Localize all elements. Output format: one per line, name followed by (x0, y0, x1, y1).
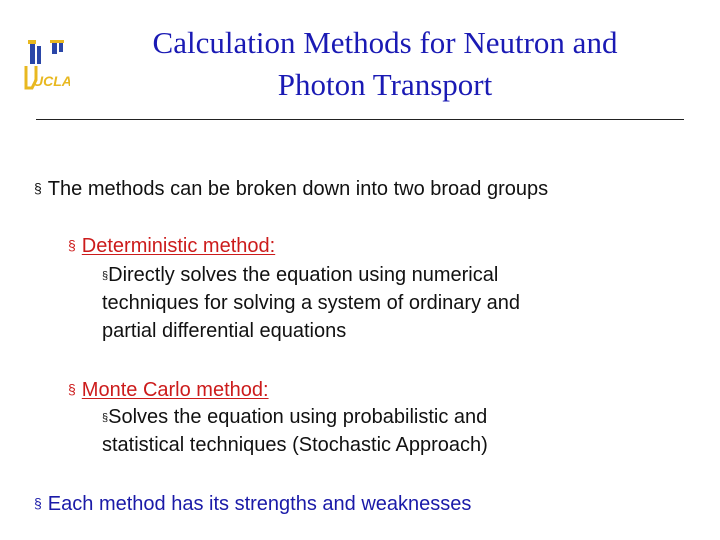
bullet-closing (34, 491, 471, 516)
deterministic-line-1 (102, 263, 498, 288)
title-line-1: Calculation Methods for Neutron and (152, 25, 618, 60)
bullet-intro (34, 176, 548, 201)
monte-carlo-heading: Monte Carlo method: (81, 379, 269, 401)
bullet-icon: § (68, 237, 76, 253)
closing-text: Each method has its strengths and weaknesses (47, 493, 472, 515)
ucla-logo (22, 36, 70, 94)
page-title (70, 22, 700, 106)
deterministic-line-2: techniques for solving a system of ordinary and (102, 292, 520, 314)
monte-carlo-text-1: Solves the equation using probabilistic and (108, 406, 488, 428)
bullet-icon: § (34, 495, 42, 511)
bullet-monte-carlo (68, 377, 269, 402)
monte-carlo-line-1 (102, 405, 487, 430)
title-line-2: Photon Transport (277, 67, 493, 102)
sub-bullet-icon: § (102, 412, 109, 424)
deterministic-heading: Deterministic method: (81, 235, 276, 257)
bullet-icon: § (34, 180, 42, 196)
sub-bullet-icon: § (102, 270, 109, 282)
deterministic-line-3: partial differential equations (102, 320, 347, 342)
intro-text: The methods can be broken down into two broad groups (47, 178, 549, 200)
bullet-deterministic (68, 233, 275, 258)
logo-text: UCLA (33, 73, 70, 89)
title-divider (36, 119, 684, 120)
ucla-logo-graphic (22, 36, 70, 94)
deterministic-text-1: Directly solves the equation using numerical (108, 264, 499, 286)
bullet-icon: § (68, 381, 76, 397)
monte-carlo-line-2: statistical techniques (Stochastic Approach) (102, 434, 488, 456)
